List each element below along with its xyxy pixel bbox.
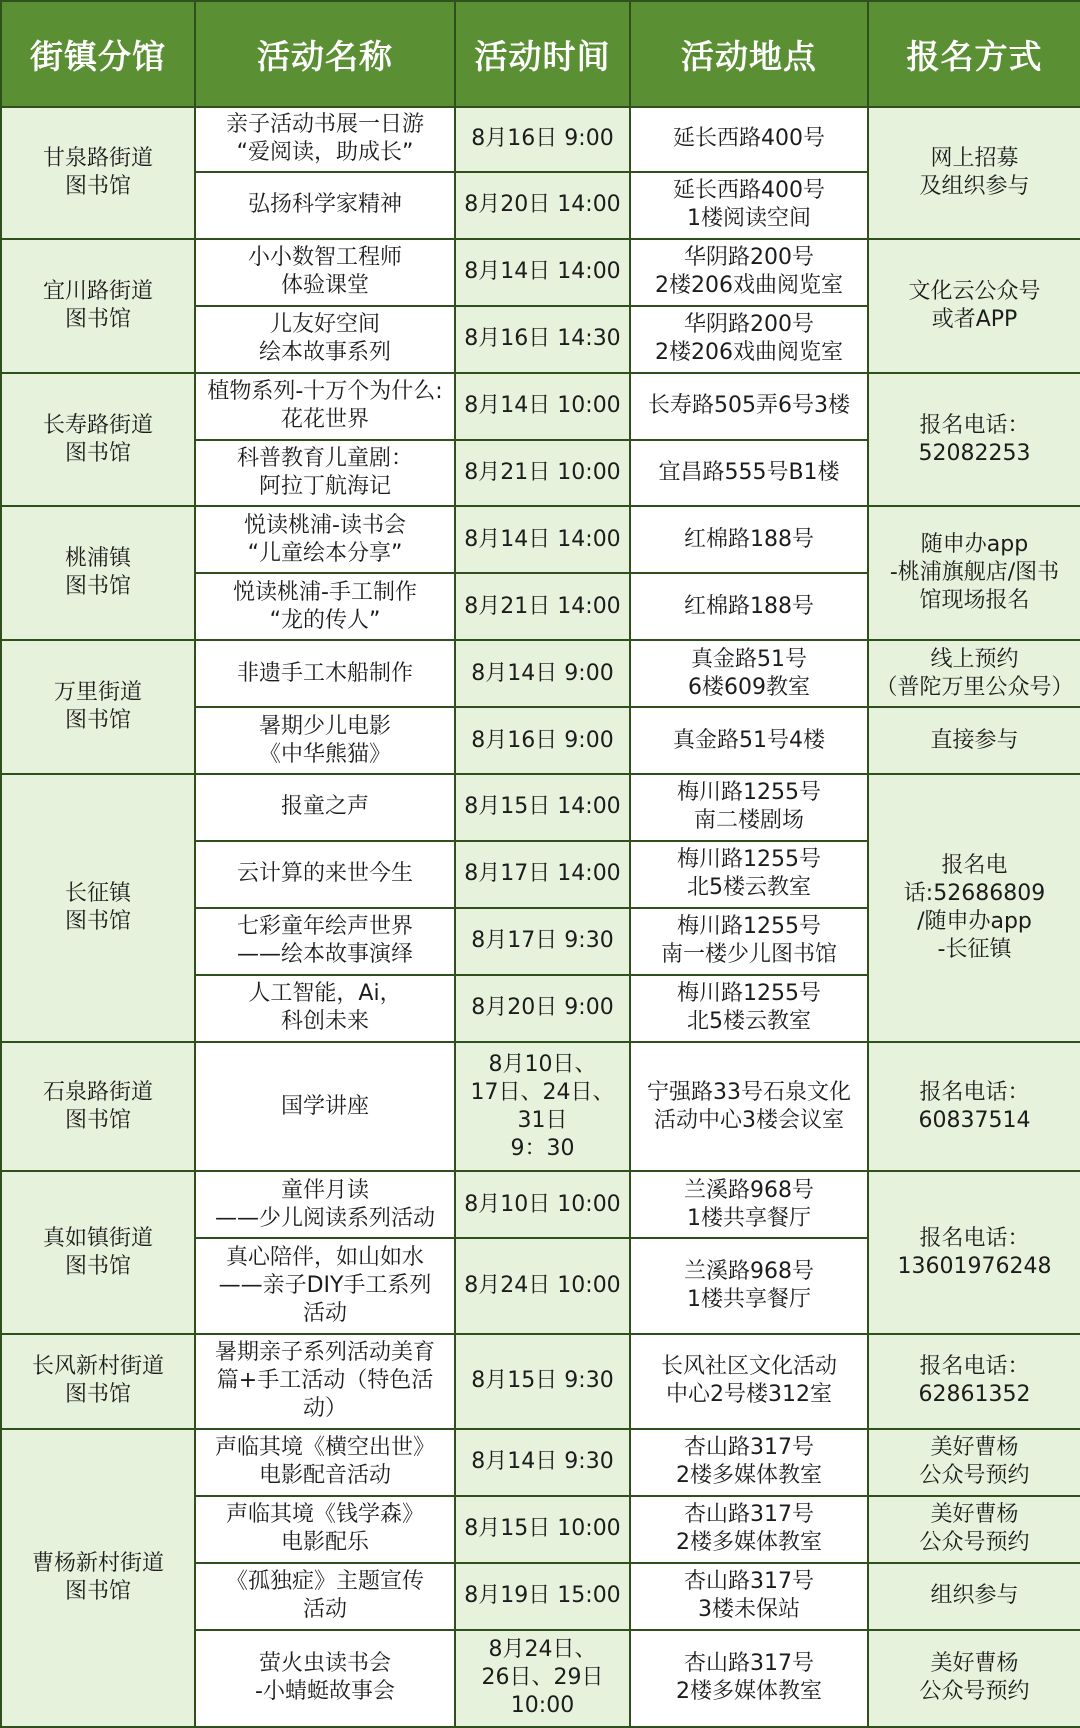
activity-place-cell: 真金路51号4楼 [630, 707, 868, 774]
header-row [1, 1, 1080, 107]
activity-time-cell: 8月21日 10:00 [455, 440, 630, 507]
table-row [1, 1429, 1080, 1496]
activity-time-cell: 8月21日 14:00 [455, 573, 630, 640]
table-row [1, 774, 1080, 841]
library-cell: 万里街道 图书馆 [1, 640, 195, 774]
registration-cell: 报名电话： 13601976248 [868, 1171, 1080, 1333]
activity-place-cell: 宁强路33号石泉文化 活动中心3楼会议室 [630, 1042, 868, 1172]
activity-time-cell: 8月15日 9:30 [455, 1334, 630, 1429]
header-activity-time: 活动时间 [455, 1, 630, 107]
registration-cell: 组织参与 [868, 1563, 1080, 1630]
activity-name-cell: 报童之声 [195, 774, 455, 841]
activity-place-cell: 兰溪路968号 1楼共享餐厅 [630, 1238, 868, 1333]
library-cell: 长风新村街道 图书馆 [1, 1334, 195, 1429]
registration-cell: 报名电话： 52082253 [868, 373, 1080, 507]
activity-time-cell: 8月20日 14:00 [455, 172, 630, 239]
activity-name-cell: 儿友好空间 绘本故事系列 [195, 306, 455, 373]
activity-name-cell: 七彩童年绘声世界 ——绘本故事演绎 [195, 908, 455, 975]
table-row [1, 640, 1080, 707]
activity-place-cell: 延长西路400号 1楼阅读空间 [630, 172, 868, 239]
activity-name-cell: 《孤独症》主题宣传 活动 [195, 1563, 455, 1630]
activity-name-cell: 悦读桃浦-手工制作 “龙的传人” [195, 573, 455, 640]
activity-time-cell: 8月17日 9:30 [455, 908, 630, 975]
activity-time-cell: 8月16日 9:00 [455, 107, 630, 172]
activity-name-cell: 人工智能，Ai， 科创未来 [195, 975, 455, 1042]
library-cell: 石泉路街道 图书馆 [1, 1042, 195, 1172]
registration-cell: 网上招募 及组织参与 [868, 107, 1080, 239]
activity-time-cell: 8月16日 9:00 [455, 707, 630, 774]
activity-time-cell: 8月14日 14:00 [455, 239, 630, 306]
activity-place-cell: 兰溪路968号 1楼共享餐厅 [630, 1171, 868, 1238]
registration-cell: 报名电 话:52686809 /随申办app -长征镇 [868, 774, 1080, 1042]
activity-time-cell: 8月14日 14:00 [455, 506, 630, 573]
registration-cell: 文化云公众号 或者APP [868, 239, 1080, 373]
table-row [1, 1171, 1080, 1238]
library-cell: 宜川路街道 图书馆 [1, 239, 195, 373]
activity-time-cell: 8月19日 15:00 [455, 1563, 630, 1630]
table-row [1, 1334, 1080, 1429]
registration-cell: 直接参与 [868, 707, 1080, 774]
activity-name-cell: 植物系列-十万个为什么: 花花世界 [195, 373, 455, 440]
activity-time-cell: 8月24日 10:00 [455, 1238, 630, 1333]
activity-time-cell: 8月14日 9:00 [455, 640, 630, 707]
activity-name-cell: 童伴月读 ——少儿阅读系列活动 [195, 1171, 455, 1238]
activity-time-cell: 8月15日 14:00 [455, 774, 630, 841]
library-cell: 甘泉路街道 图书馆 [1, 107, 195, 239]
activity-place-cell: 红棉路188号 [630, 573, 868, 640]
table-row [1, 373, 1080, 440]
activity-time-cell: 8月10日 10:00 [455, 1171, 630, 1238]
activity-name-cell: 小小数智工程师 体验课堂 [195, 239, 455, 306]
activity-place-cell: 杏山路317号 2楼多媒体教室 [630, 1429, 868, 1496]
header-registration: 报名方式 [868, 1, 1080, 107]
table-row [1, 1042, 1080, 1172]
registration-cell: 美好曹杨 公众号预约 [868, 1429, 1080, 1496]
activity-name-cell: 云计算的来世今生 [195, 841, 455, 908]
activity-place-cell: 杏山路317号 2楼多媒体教室 [630, 1630, 868, 1727]
activity-time-cell: 8月14日 9:30 [455, 1429, 630, 1496]
activity-time-cell: 8月10日、 17日、24日、 31日 9：30 [455, 1042, 630, 1172]
activity-name-cell: 科普教育儿童剧： 阿拉丁航海记 [195, 440, 455, 507]
activity-place-cell: 真金路51号 6楼609教室 [630, 640, 868, 707]
activity-time-cell: 8月20日 9:00 [455, 975, 630, 1042]
registration-cell: 随申办app -桃浦旗舰店/图书 馆现场报名 [868, 506, 1080, 640]
activity-name-cell: 亲子活动书展一日游 “爱阅读，助成长” [195, 107, 455, 172]
activity-name-cell: 非遗手工木船制作 [195, 640, 455, 707]
table-row [1, 107, 1080, 172]
table-row [1, 506, 1080, 573]
header-activity-name: 活动名称 [195, 1, 455, 107]
activity-place-cell: 华阴路200号 2楼206戏曲阅览室 [630, 306, 868, 373]
activity-name-cell: 悦读桃浦-读书会 “儿童绘本分享” [195, 506, 455, 573]
activity-name-cell: 声临其境《横空出世》 电影配音活动 [195, 1429, 455, 1496]
activity-place-cell: 延长西路400号 [630, 107, 868, 172]
activity-name-cell: 国学讲座 [195, 1042, 455, 1172]
activity-place-cell: 杏山路317号 2楼多媒体教室 [630, 1496, 868, 1563]
activity-place-cell: 华阴路200号 2楼206戏曲阅览室 [630, 239, 868, 306]
registration-cell: 美好曹杨 公众号预约 [868, 1630, 1080, 1727]
header-library: 街镇分馆 [1, 1, 195, 107]
table-row [1, 239, 1080, 306]
activity-time-cell: 8月15日 10:00 [455, 1496, 630, 1563]
library-cell: 长征镇 图书馆 [1, 774, 195, 1042]
activity-place-cell: 梅川路1255号 南二楼剧场 [630, 774, 868, 841]
activity-time-cell: 8月14日 10:00 [455, 373, 630, 440]
activity-place-cell: 长寿路505弄6号3楼 [630, 373, 868, 440]
activity-name-cell: 声临其境《钱学森》 电影配乐 [195, 1496, 455, 1563]
activity-name-cell: 暑期少儿电影 《中华熊猫》 [195, 707, 455, 774]
library-cell: 真如镇街道 图书馆 [1, 1171, 195, 1333]
header-activity-place: 活动地点 [630, 1, 868, 107]
registration-cell: 报名电话： 62861352 [868, 1334, 1080, 1429]
activity-place-cell: 梅川路1255号 北5楼云教室 [630, 841, 868, 908]
activity-place-cell: 红棉路188号 [630, 506, 868, 573]
registration-cell: 报名电话： 60837514 [868, 1042, 1080, 1172]
activity-name-cell: 萤火虫读书会 -小蜻蜓故事会 [195, 1630, 455, 1727]
library-cell: 桃浦镇 图书馆 [1, 506, 195, 640]
registration-cell: 美好曹杨 公众号预约 [868, 1496, 1080, 1563]
activity-place-cell: 宜昌路555号B1楼 [630, 440, 868, 507]
activity-name-cell: 暑期亲子系列活动美育 篇+手工活动（特色活 动） [195, 1334, 455, 1429]
activity-time-cell: 8月17日 14:00 [455, 841, 630, 908]
activity-time-cell: 8月16日 14:30 [455, 306, 630, 373]
activity-name-cell: 弘扬科学家精神 [195, 172, 455, 239]
activity-time-cell: 8月24日、 26日、29日 10:00 [455, 1630, 630, 1727]
activity-place-cell: 杏山路317号 3楼未保站 [630, 1563, 868, 1630]
activity-name-cell: 真心陪伴，如山如水 ——亲子DIY手工系列 活动 [195, 1238, 455, 1333]
activity-place-cell: 梅川路1255号 南一楼少儿图书馆 [630, 908, 868, 975]
registration-cell: 线上预约 （普陀万里公众号） [868, 640, 1080, 707]
library-cell: 长寿路街道 图书馆 [1, 373, 195, 507]
activity-place-cell: 梅川路1255号 北5楼云教室 [630, 975, 868, 1042]
activity-place-cell: 长风社区文化活动 中心2号楼312室 [630, 1334, 868, 1429]
library-cell: 曹杨新村街道 图书馆 [1, 1429, 195, 1727]
table-body [1, 107, 1080, 1727]
